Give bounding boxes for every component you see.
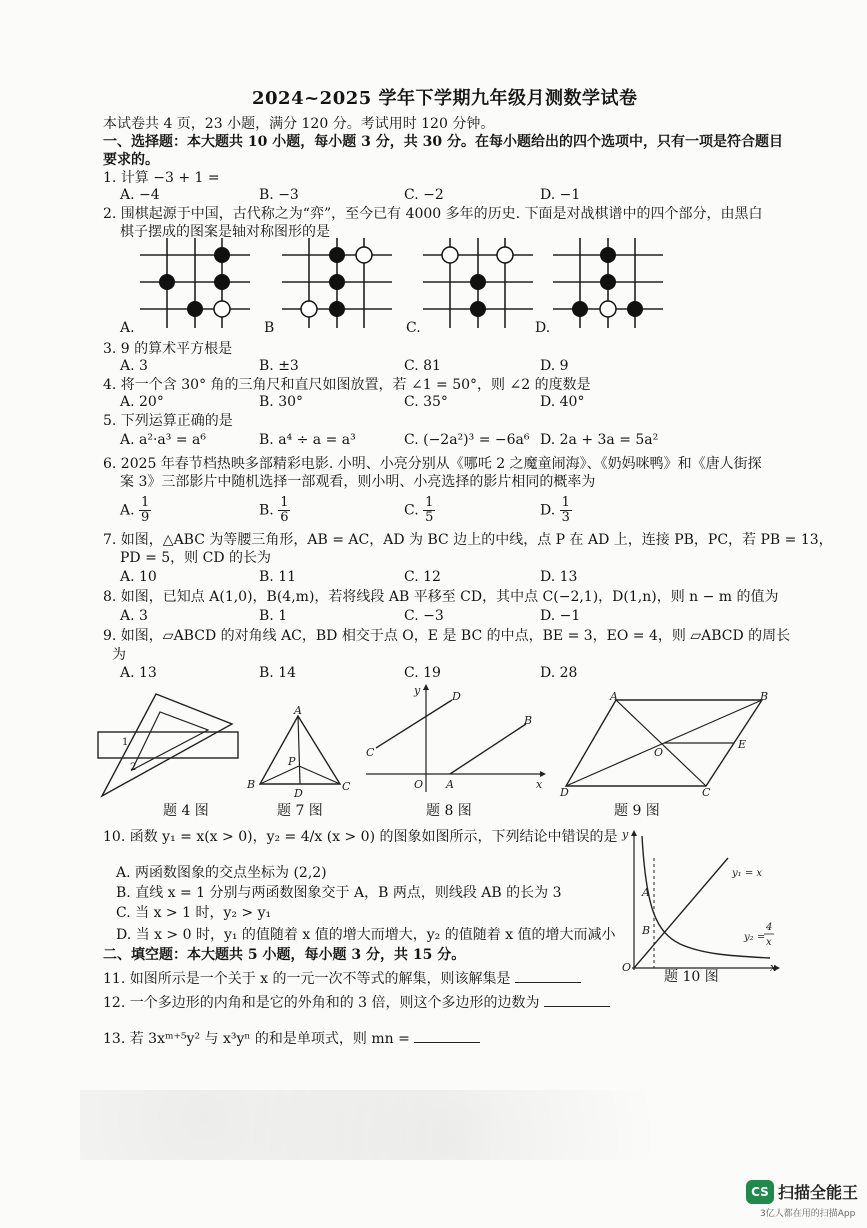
figure-9-caption: 题 9 图 [614, 803, 660, 819]
q8-option-d: D. −1 [540, 608, 581, 624]
q2-label-a: A. [120, 320, 135, 336]
black-stone [627, 301, 643, 317]
label-o: O [654, 746, 664, 759]
q2-label-c: C. [406, 320, 421, 336]
q10-option-c: C. 当 x > 1 时，y₂ > y₁ [116, 905, 272, 921]
q4-option-d: D. 40° [540, 394, 585, 410]
numerator: 1 [280, 495, 289, 510]
q4-option-c: C. 35° [404, 394, 448, 410]
black-stone [600, 247, 616, 263]
black-stone [470, 274, 486, 290]
label-a: A [610, 690, 618, 703]
q4-option-a: A. 20° [120, 394, 164, 410]
figure-4-caption: 题 4 图 [163, 803, 209, 819]
q3-option-d: D. 9 [540, 358, 569, 374]
fraction [423, 496, 435, 525]
q8-stem: 8. 如图，已知点 A(1,0)，B(4,m)，若将线段 AB 平移至 CD，其中点 C(−2,1)，D(1,n)，则 n − m 的值为 [103, 589, 779, 605]
q2-stem-line1: 2. 围棋起源于中国，古代称之为“弈”，至今已有 4000 多年的历史. 下面是对战棋谱中的四个部分，由黑白 [103, 206, 763, 222]
label-c: C [702, 786, 711, 799]
black-stone [329, 247, 345, 263]
label-e: E [738, 738, 747, 751]
denominator: 5 [425, 510, 434, 525]
point-b-label: B [642, 924, 651, 937]
camscanner-tagline: 3亿人都在用的扫描App [760, 1209, 856, 1219]
numerator: 1 [141, 495, 150, 510]
curve-y2-denominator: x [766, 937, 772, 948]
q9-stem-line1: 9. 如图，▱ABCD 的对角线 AC，BD 相交于点 O，E 是 BC 的中点，BE = 3，EO = 4，则 ▱ABCD 的周长 [103, 628, 791, 644]
curve-y2-numerator: 4 [766, 922, 773, 933]
q1-option-c: C. −2 [404, 187, 444, 203]
figure-10-caption: 题 10 图 [664, 969, 719, 985]
black-stone [214, 274, 230, 290]
label-a: A [446, 778, 454, 791]
option-letter: A. [120, 502, 135, 519]
label-a: A [294, 704, 302, 717]
angle-1-label: 1 [122, 737, 129, 748]
q5-option-c: C. (−2a²)³ = −6a⁶ [404, 432, 530, 448]
axis-x-label: x [536, 778, 543, 791]
exam-intro: 本试卷共 4 页，23 小题，满分 120 分。考试用时 120 分钟。 [103, 116, 495, 132]
q2-label-b: B [264, 320, 275, 336]
axis-x-label: x [770, 961, 777, 974]
q2-stem-line2: 棋子摆成的图案是轴对称图形的是 [120, 224, 330, 240]
q4-stem: 4. 将一个含 30° 角的三角尺和直尺如图放置，若 ∠1 = 50°，则 ∠2 的度数是 [103, 377, 591, 393]
q7-option-d: D. 13 [540, 569, 578, 585]
label-c: C [366, 746, 375, 759]
label-p: P [288, 755, 296, 768]
q7-option-a: A. 10 [120, 569, 157, 585]
scan-smudge [80, 1090, 700, 1160]
q12-stem [103, 994, 610, 1012]
label-b: B [760, 690, 769, 703]
option-letter: B. [259, 502, 274, 519]
origin-label: O [622, 961, 632, 974]
numerator: 1 [425, 495, 434, 510]
q10-option-a: A. 两函数图象的交点坐标为 (2,2) [116, 865, 327, 881]
fraction [139, 496, 151, 525]
q5-option-d: D. 2a + 3a = 5a² [540, 432, 659, 448]
camscanner-logo-icon: CS [746, 1180, 774, 1204]
white-stone [214, 301, 230, 317]
curve-y2-label: y₂ = [744, 932, 766, 943]
label-b: B [524, 714, 533, 727]
q7-option-b: B. 11 [259, 569, 297, 585]
denominator: 3 [561, 510, 570, 525]
label-d: D [560, 786, 569, 799]
section1-heading-line1: 一、选择题：本大题共 10 小题，每小题 3 分，共 30 分。在每小题给出的四个选项中，只有一项是符合题目 [103, 134, 783, 150]
white-stone [442, 247, 458, 263]
fraction [560, 496, 572, 525]
angle-2-label: 2 [130, 762, 137, 773]
figure-7-caption: 题 7 图 [277, 803, 323, 819]
q10-option-b: B. 直线 x = 1 分别与两函数图象交于 A，B 两点，则线段 AB 的长为 3 [116, 885, 562, 901]
section2-heading: 二、填空题：本大题共 5 小题，每小题 3 分，共 15 分。 [103, 947, 466, 963]
go-board-b [282, 238, 392, 328]
label-c: C [342, 780, 351, 793]
q4-option-b: B. 30° [259, 394, 304, 410]
q8-option-a: A. 3 [120, 608, 148, 624]
black-stone [329, 301, 345, 317]
label-b: B [247, 778, 256, 791]
q3-option-c: C. 81 [404, 358, 441, 374]
option-letter: D. [540, 502, 556, 519]
q8-option-b: B. 1 [259, 608, 288, 624]
q5-stem: 5. 下列运算正确的是 [103, 413, 233, 429]
denominator: 9 [141, 510, 150, 525]
q5-option-a: A. a²·a³ = a⁶ [120, 432, 206, 448]
white-stone [600, 301, 616, 317]
point-a-label: A [642, 886, 650, 899]
answer-blank[interactable] [544, 994, 610, 1007]
q10-stem: 10. 函数 y₁ = x(x > 0)，y₂ = 4/x (x > 0) 的图象如图所示，下列结论中错误的是 [103, 829, 618, 845]
black-stone [329, 274, 345, 290]
q3-option-a: A. 3 [120, 358, 148, 374]
figure-8-caption: 题 8 图 [426, 803, 472, 819]
q6-stem-line2: 案 3》三部影片中随机选择一部观看，则小明、小亮选择的影片相同的概率为 [120, 474, 596, 490]
q8-option-c: C. −3 [404, 608, 444, 624]
camscanner-name: 扫描全能王 [778, 1183, 859, 1202]
label-d: D [294, 787, 303, 800]
q6-option-b [259, 496, 290, 525]
axis-y-label: y [622, 828, 629, 841]
option-letter: C. [404, 502, 419, 519]
label-d: D [452, 690, 461, 703]
answer-blank[interactable] [414, 1030, 480, 1043]
numerator: 1 [561, 495, 570, 510]
q9-option-d: D. 28 [540, 665, 578, 681]
black-stone [600, 274, 616, 290]
black-stone [214, 247, 230, 263]
q6-option-c [404, 496, 435, 525]
line-y1-label: y₁ = x [732, 868, 763, 879]
black-stone [572, 301, 588, 317]
go-board-c [423, 238, 533, 328]
answer-blank[interactable] [515, 970, 581, 983]
fraction [278, 496, 290, 525]
figure-9-parallelogram [558, 690, 780, 798]
exam-title: 2024~2025 学年下学期九年级月测数学试卷 [252, 88, 638, 109]
q1-option-b: B. −3 [259, 187, 299, 203]
axis-y-label: y [414, 684, 421, 697]
figure-10-function-graph [620, 828, 782, 974]
white-stone [356, 247, 372, 263]
q1-option-d: D. −1 [540, 187, 581, 203]
white-stone [301, 301, 317, 317]
q9-option-a: A. 13 [120, 665, 157, 681]
q10-option-d: D. 当 x > 0 时，y₁ 的值随着 x 值的增大而增大，y₂ 的值随着 x 值的增大而减小 [116, 927, 616, 943]
section1-heading-line2: 要求的。 [103, 152, 159, 168]
q6-option-d [540, 496, 572, 525]
figure-7-triangle [244, 704, 356, 800]
denominator: 6 [280, 510, 289, 525]
q3-stem: 3. 9 的算术平方根是 [103, 341, 233, 357]
q6-stem-line1: 6. 2025 年春节档热映多部精彩电影. 小明、小亮分别从《哪吒 2 之魔童闹海》、《奶妈咪鸭》和《唐人街探 [103, 456, 762, 472]
go-board-a [140, 238, 250, 328]
white-stone [497, 247, 513, 263]
q12-text: 12. 一个多边形的内角和是它的外角和的 3 倍，则这个多边形的边数为 [103, 995, 540, 1011]
q13-stem [103, 1030, 480, 1048]
q13-text: 13. 若 3xᵐ⁺⁵y² 与 x³yⁿ 的和是单项式，则 mn = [103, 1031, 410, 1047]
q7-option-c: C. 12 [404, 569, 441, 585]
q1-stem: 1. 计算 −3 + 1 = [103, 170, 220, 186]
q11-text: 11. 如图所示是一个关于 x 的一元一次不等式的解集，则该解集是 [103, 971, 511, 987]
q11-stem [103, 970, 581, 988]
figure-4-ruler-triangle [96, 688, 246, 798]
q5-option-b: B. a⁴ ÷ a = a³ [259, 432, 356, 448]
black-stone [187, 301, 203, 317]
q3-option-b: B. ±3 [259, 358, 299, 374]
origin-label: O [414, 778, 424, 791]
q7-stem-line2: PD = 5，则 CD 的长为 [120, 550, 272, 566]
q9-option-c: C. 19 [404, 665, 441, 681]
black-stone [159, 274, 175, 290]
q6-option-a [120, 496, 151, 525]
q2-label-d: D. [535, 320, 551, 336]
go-board-d [553, 238, 663, 328]
figure-8-coordinate-plot [364, 684, 548, 796]
black-stone [470, 301, 486, 317]
q1-option-a: A. −4 [120, 187, 160, 203]
q7-stem-line1: 7. 如图，△ABC 为等腰三角形，AB = AC，AD 为 BC 边上的中线，点 P 在 AD 上，连接 PB，PC，若 PB = 13， [103, 532, 833, 548]
q9-option-b: B. 14 [259, 665, 297, 681]
q9-stem-line2: 为 [112, 647, 126, 663]
